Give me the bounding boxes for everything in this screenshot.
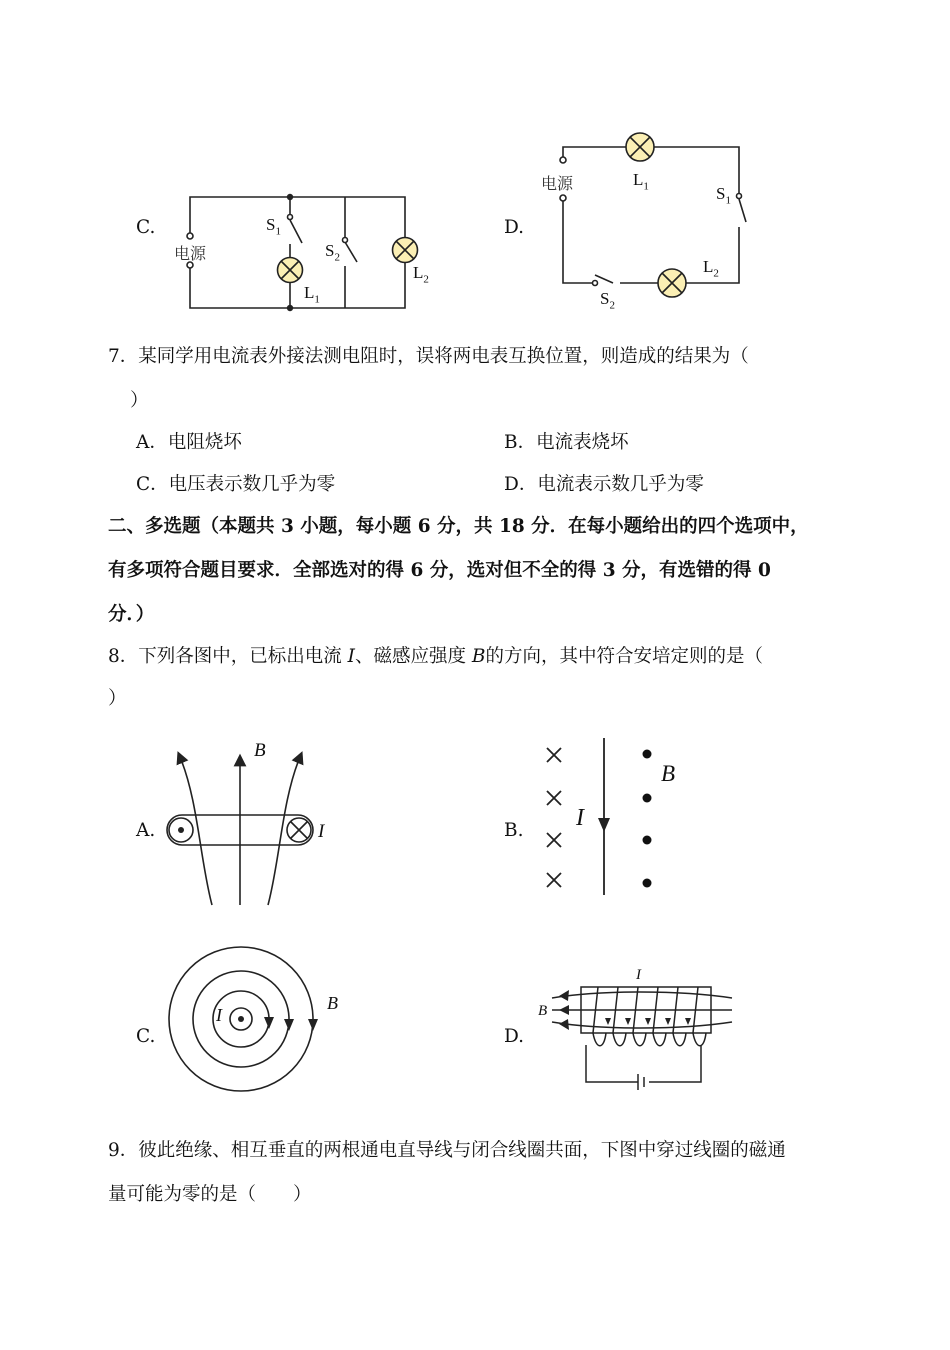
switch-s1-label-c: $S_1$ — [266, 215, 281, 238]
figure-a-b-label: B — [254, 740, 266, 761]
switch-s1-label-d: $S_1$ — [716, 184, 731, 207]
figure-a-option-label: A. — [136, 820, 156, 841]
question-9-stem-line-2: 量可能为零的是（ ） — [108, 1184, 312, 1205]
figure-b-option-label: B. — [504, 820, 524, 841]
question-8-stem-end: ） — [108, 688, 127, 709]
power-source-label-d: 电源 — [541, 174, 574, 193]
figure-d-b-label: B — [538, 1003, 548, 1019]
figure-c-option-label: C. — [136, 1026, 156, 1047]
lamp-l2-label-c: $L_2$ — [413, 263, 429, 286]
section-2-heading-line-3: 分．） — [108, 604, 155, 625]
question-7-option-b: B．电流表烧坏 — [504, 432, 629, 453]
question-9-stem-line-1: 9．彼此绝缘、相互垂直的两根通电直导线与闭合线圈共面，下图中穿过线圈的磁通 — [108, 1140, 786, 1161]
figure-d-option-label: D. — [504, 1026, 525, 1047]
switch-s2-label-c: $S_2$ — [325, 241, 340, 264]
question-7-option-d: D．电流表示数几乎为零 — [504, 474, 704, 495]
figure-c-i-label: I — [216, 1005, 222, 1025]
option-c-label: C. — [136, 217, 156, 238]
power-source-label-c: 电源 — [174, 244, 207, 263]
figure-b-b-label: B — [661, 761, 676, 786]
question-7-stem-end: ） — [130, 390, 149, 411]
switch-s2-label-d: $S_2$ — [600, 289, 615, 312]
section-2-heading-line-1: 二、多选题（本题共 3 小题，每小题 6 分，共 18 分．在每小题给出的四个选项中， — [108, 516, 809, 537]
question-7-option-c: C．电压表示数几乎为零 — [136, 474, 336, 495]
lamp-l1-label-c: $L_1$ — [304, 283, 320, 306]
figure-a-i-label: I — [318, 821, 325, 842]
question-7-stem: 7．某同学用电流表外接法测电阻时，误将两电表互换位置，则造成的结果为（ — [108, 346, 749, 367]
figure-b-i-label: I — [576, 805, 584, 831]
figure-d-i-label: I — [636, 967, 641, 983]
question-7-option-a: A．电阻烧坏 — [136, 432, 242, 453]
option-d-label: D. — [504, 217, 525, 238]
section-2-heading-line-2: 有多项符合题目要求．全部选对的得 6 分，选对但不全的得 3 分，有选错的得 0 — [108, 560, 771, 581]
lamp-l2-label-d: $L_2$ — [703, 257, 719, 280]
lamp-l1-label-d: $L_1$ — [633, 170, 649, 193]
question-8-stem: 8．下列各图中，已标出电流 I、磁感应强度 B的方向，其中符合安培定则的是（ — [108, 646, 763, 667]
figure-c-b-label: B — [327, 993, 338, 1013]
